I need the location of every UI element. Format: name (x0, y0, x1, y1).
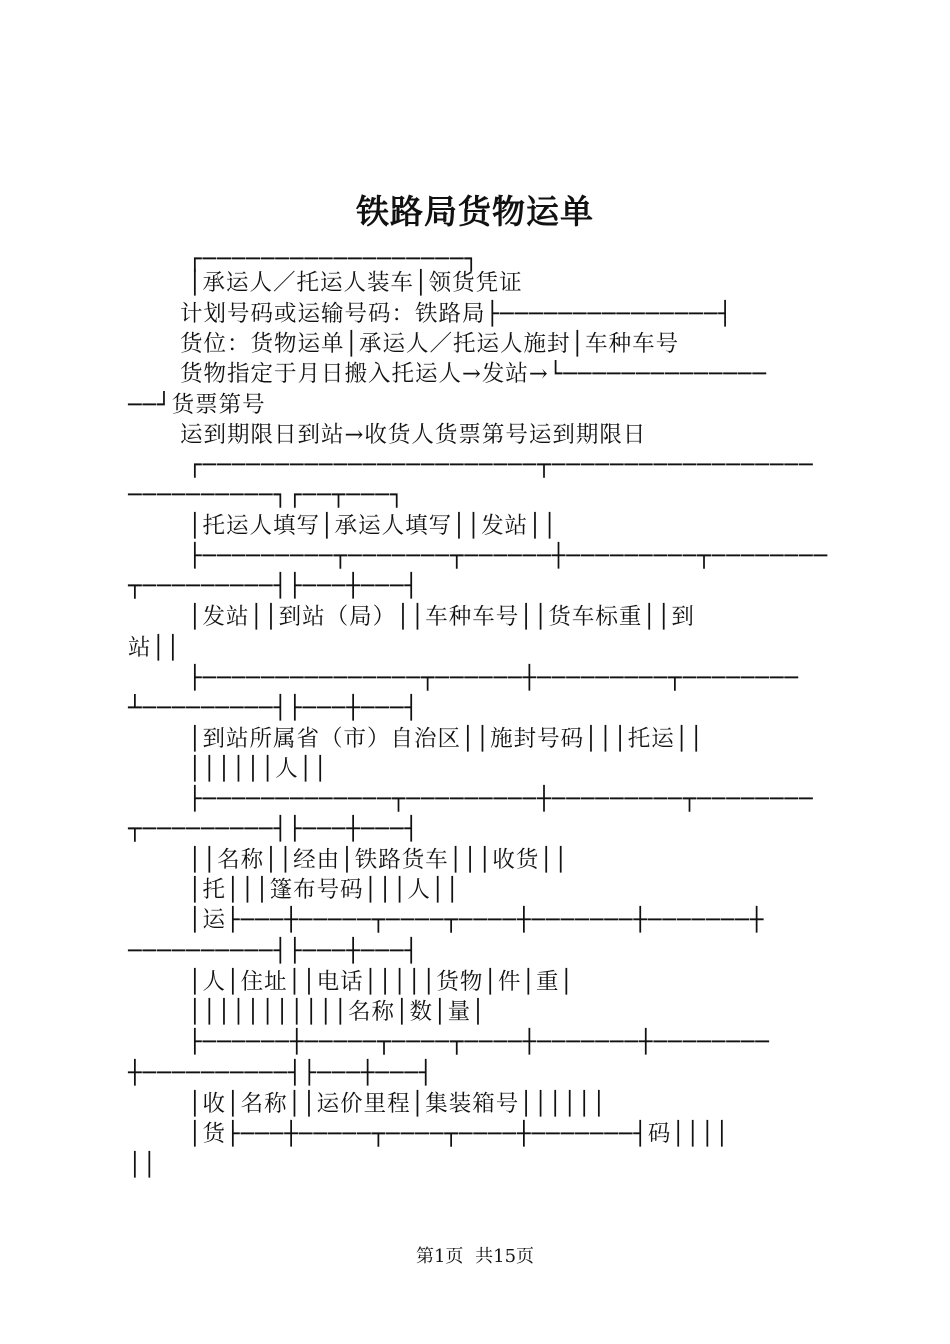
text-line: │承运人／托运人装车│领货凭证 (188, 270, 523, 296)
text-line: 运到期限日到站→收货人货票第号运到期限日 (180, 422, 647, 448)
table-row: │货├───┼─────┬────┬────┼───────┤码││││ (188, 1121, 730, 1147)
page-footer (0, 1242, 950, 1268)
table-row: │发站││到站（局）││车种车号││货车标重││到 (188, 604, 695, 630)
table-row: │到站所属省（市）自治区││施封号码│││托运││ (188, 726, 704, 752)
table-border-line: ──────────┤├───┼───┤ (128, 938, 419, 964)
text-line: 货物指定于月日搬入托运人→发站→└────────────── (180, 361, 767, 387)
table-border-line: ┬─────────┤├───┼───┤ (128, 816, 419, 842)
text-line: 货位：货物运单│承运人／托运人施封│车种车号 (180, 331, 680, 357)
table-border-line: ┴─────────┤├───┼───┤ (128, 695, 419, 721)
text-line: 计划号码或运输号码：铁路局├───────────────┤ (180, 301, 733, 327)
table-border-line: ──────────┐┌──┬───┐ (128, 482, 405, 508)
text-line: ──┘货票第号 (128, 392, 266, 418)
page-total: 共15页 (475, 1246, 535, 1267)
table-border-line: ├─────────┬───────┬──────┼─────────┬──────── (188, 543, 829, 569)
table-row: │运├───┼─────┬────┬────┼───────┼───────┼ (188, 907, 765, 933)
table-row: ││名称││经由│铁路货车│││收货││ (188, 847, 569, 873)
table-border-line: ┌───────────────────────┬────────────────── (188, 452, 814, 478)
table-border-line: ├──────┼─────┬────┬────┼───────┼──────── (188, 1029, 770, 1055)
table-row: 站││ (128, 635, 181, 661)
table-row: │││││││││││名称│数│量│ (188, 999, 486, 1025)
document-title: 铁路局货物运单 (356, 192, 594, 231)
table-border-line: ├─────────────┬─────────┼─────────┬──────── (188, 786, 814, 812)
table-row: │托│││篷布号码│││人││ (188, 877, 460, 903)
table-row: ││││││人││ (188, 756, 328, 782)
page-number: 第1页 (415, 1246, 464, 1267)
table-border-line: ┼──────────┤├───┼───┤ (128, 1060, 434, 1086)
table-row: │托运人填写│承运人填写││发站││ (188, 513, 558, 539)
table-row: │收│名称││运价里程│集装箱号││││││ (188, 1091, 607, 1117)
table-row: │人│住址││电话│││││货物│件│重│ (188, 969, 575, 995)
table-row: ││ (128, 1152, 158, 1178)
table-border-line: ├───────────────┬──────┼─────────┬──────── (188, 665, 799, 691)
text-line: ┌──────────────────┐ (188, 246, 479, 272)
table-border-line: ┬─────────┤├───┼───┤ (128, 573, 419, 599)
